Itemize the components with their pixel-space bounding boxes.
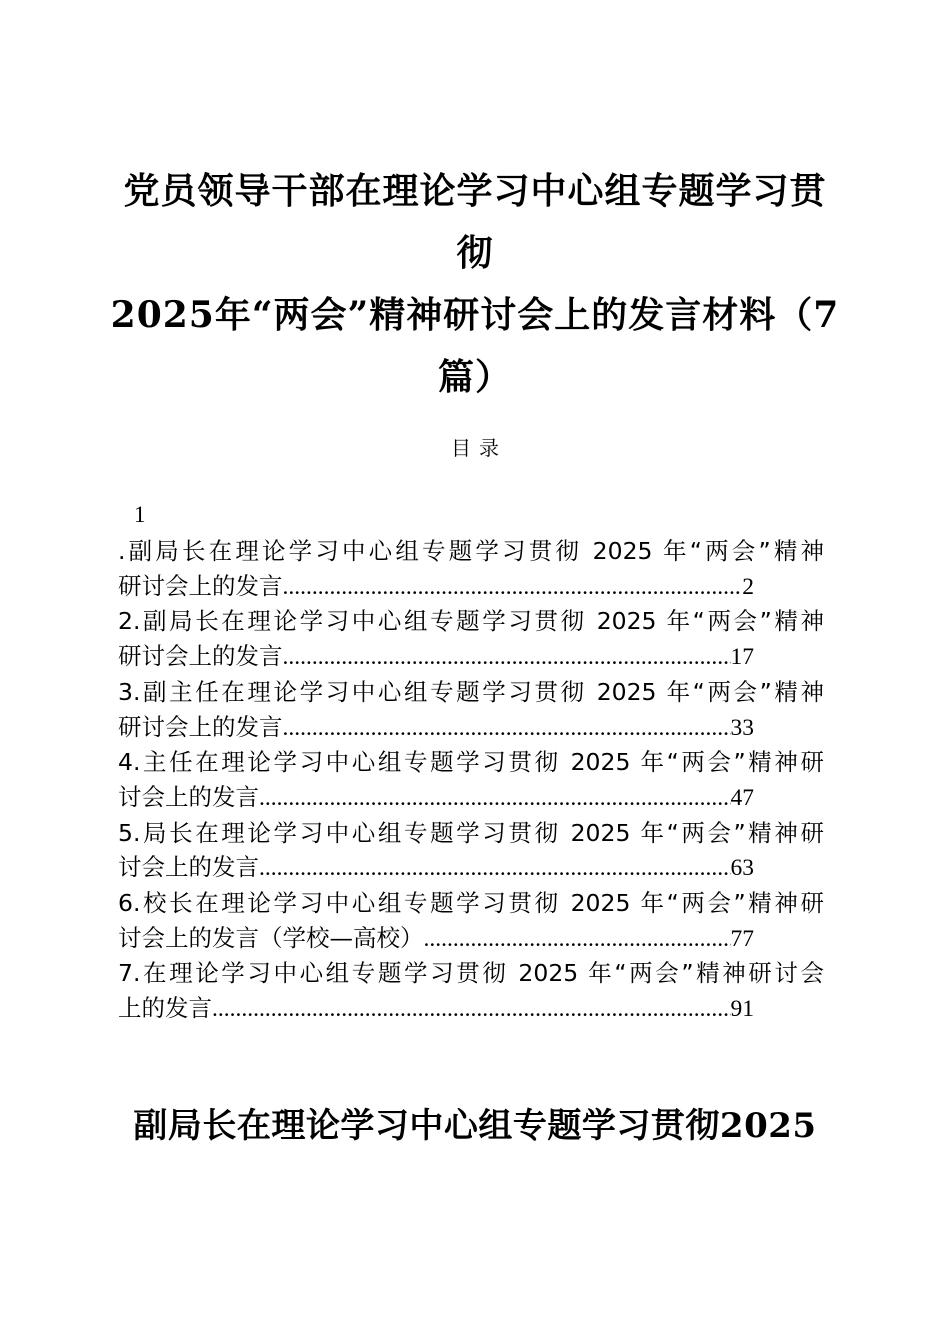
table-of-contents: [118, 534, 824, 1027]
toc-page-number: 17: [730, 644, 754, 671]
toc-entry-6[interactable]: [118, 886, 824, 956]
toc-entry-5[interactable]: [118, 816, 824, 886]
toc-entry-title: 6.校长在理论学习中心组专题学习贯彻 2025 年“两会”精神研: [118, 889, 824, 918]
title-line-1: 党员领导干部在理论学习中心组专题学习贯彻: [123, 170, 827, 274]
toc-entry-title-cont: 研讨会上的发言: [118, 712, 283, 741]
toc-leader-dots: [259, 781, 731, 816]
toc-leader-dots: [283, 570, 743, 605]
toc-leader-dots: [259, 851, 731, 886]
toc-entry-title-cont: 上的发言: [118, 994, 212, 1023]
toc-leader-dots: [283, 640, 731, 675]
section-title: 副局长在理论学习中心组专题学习贯彻2025: [133, 1106, 817, 1146]
toc-leader-dots: [424, 922, 731, 957]
toc-entry-title: 5.局长在理论学习中心组专题学习贯彻 2025 年“两会”精神研: [118, 818, 824, 847]
toc-first-number: 1: [134, 502, 146, 527]
toc-page-number: 91: [730, 996, 754, 1023]
toc-entry-line2: [118, 991, 754, 1027]
toc-entry-1[interactable]: [118, 534, 824, 604]
title-line-3: 篇）: [437, 356, 512, 398]
toc-entry-title-cont: 讨会上的发言（学校—高校）: [118, 923, 424, 952]
toc-entry-4[interactable]: [118, 745, 824, 815]
document-title: [110, 160, 840, 408]
toc-page-number: 77: [730, 925, 754, 952]
toc-page-number: 47: [730, 784, 754, 811]
toc-entry-title-cont: 研讨会上的发言: [118, 571, 283, 600]
toc-entry-title: 4.主任在理论学习中心组专题学习贯彻 2025 年“两会”精神研: [118, 748, 824, 777]
toc-page-number: 33: [730, 714, 754, 741]
toc-entry-title-cont: 讨会上的发言: [118, 782, 259, 811]
toc-entry-line2: [118, 639, 754, 675]
toc-entry-line2: [118, 921, 754, 957]
toc-entry-2[interactable]: [118, 604, 824, 674]
toc-leader-dots: [283, 711, 731, 746]
toc-entry-3[interactable]: [118, 675, 824, 745]
title-line-2: 2025年“两会”精神研讨会上的发言材料（7: [110, 294, 840, 336]
toc-entry-line2: [118, 850, 754, 886]
toc-entry-title: 7.在理论学习中心组专题学习贯彻 2025 年“两会”精神研讨会: [118, 959, 824, 988]
toc-entry-title-cont: 讨会上的发言: [118, 853, 259, 882]
toc-entry-title: 2.副局长在理论学习中心组专题学习贯彻 2025 年“两会”精神: [118, 607, 824, 636]
toc-page-number: 2: [742, 573, 754, 600]
toc-entry-line2: [118, 710, 754, 746]
toc-entry-title-cont: 研讨会上的发言: [118, 642, 283, 671]
toc-entry-line2: [118, 780, 754, 816]
toc-heading: 目录: [451, 436, 507, 460]
toc-entry-title: 3.副主任在理论学习中心组专题学习贯彻 2025 年“两会”精神: [118, 677, 824, 706]
toc-leader-dots: [212, 992, 731, 1027]
toc-page-number: 63: [730, 855, 754, 882]
toc-entry-title: .副局长在理论学习中心组专题学习贯彻 2025 年“两会”精神: [118, 537, 824, 565]
toc-entry-line2: [118, 569, 754, 605]
toc-entry-7[interactable]: [118, 956, 824, 1026]
